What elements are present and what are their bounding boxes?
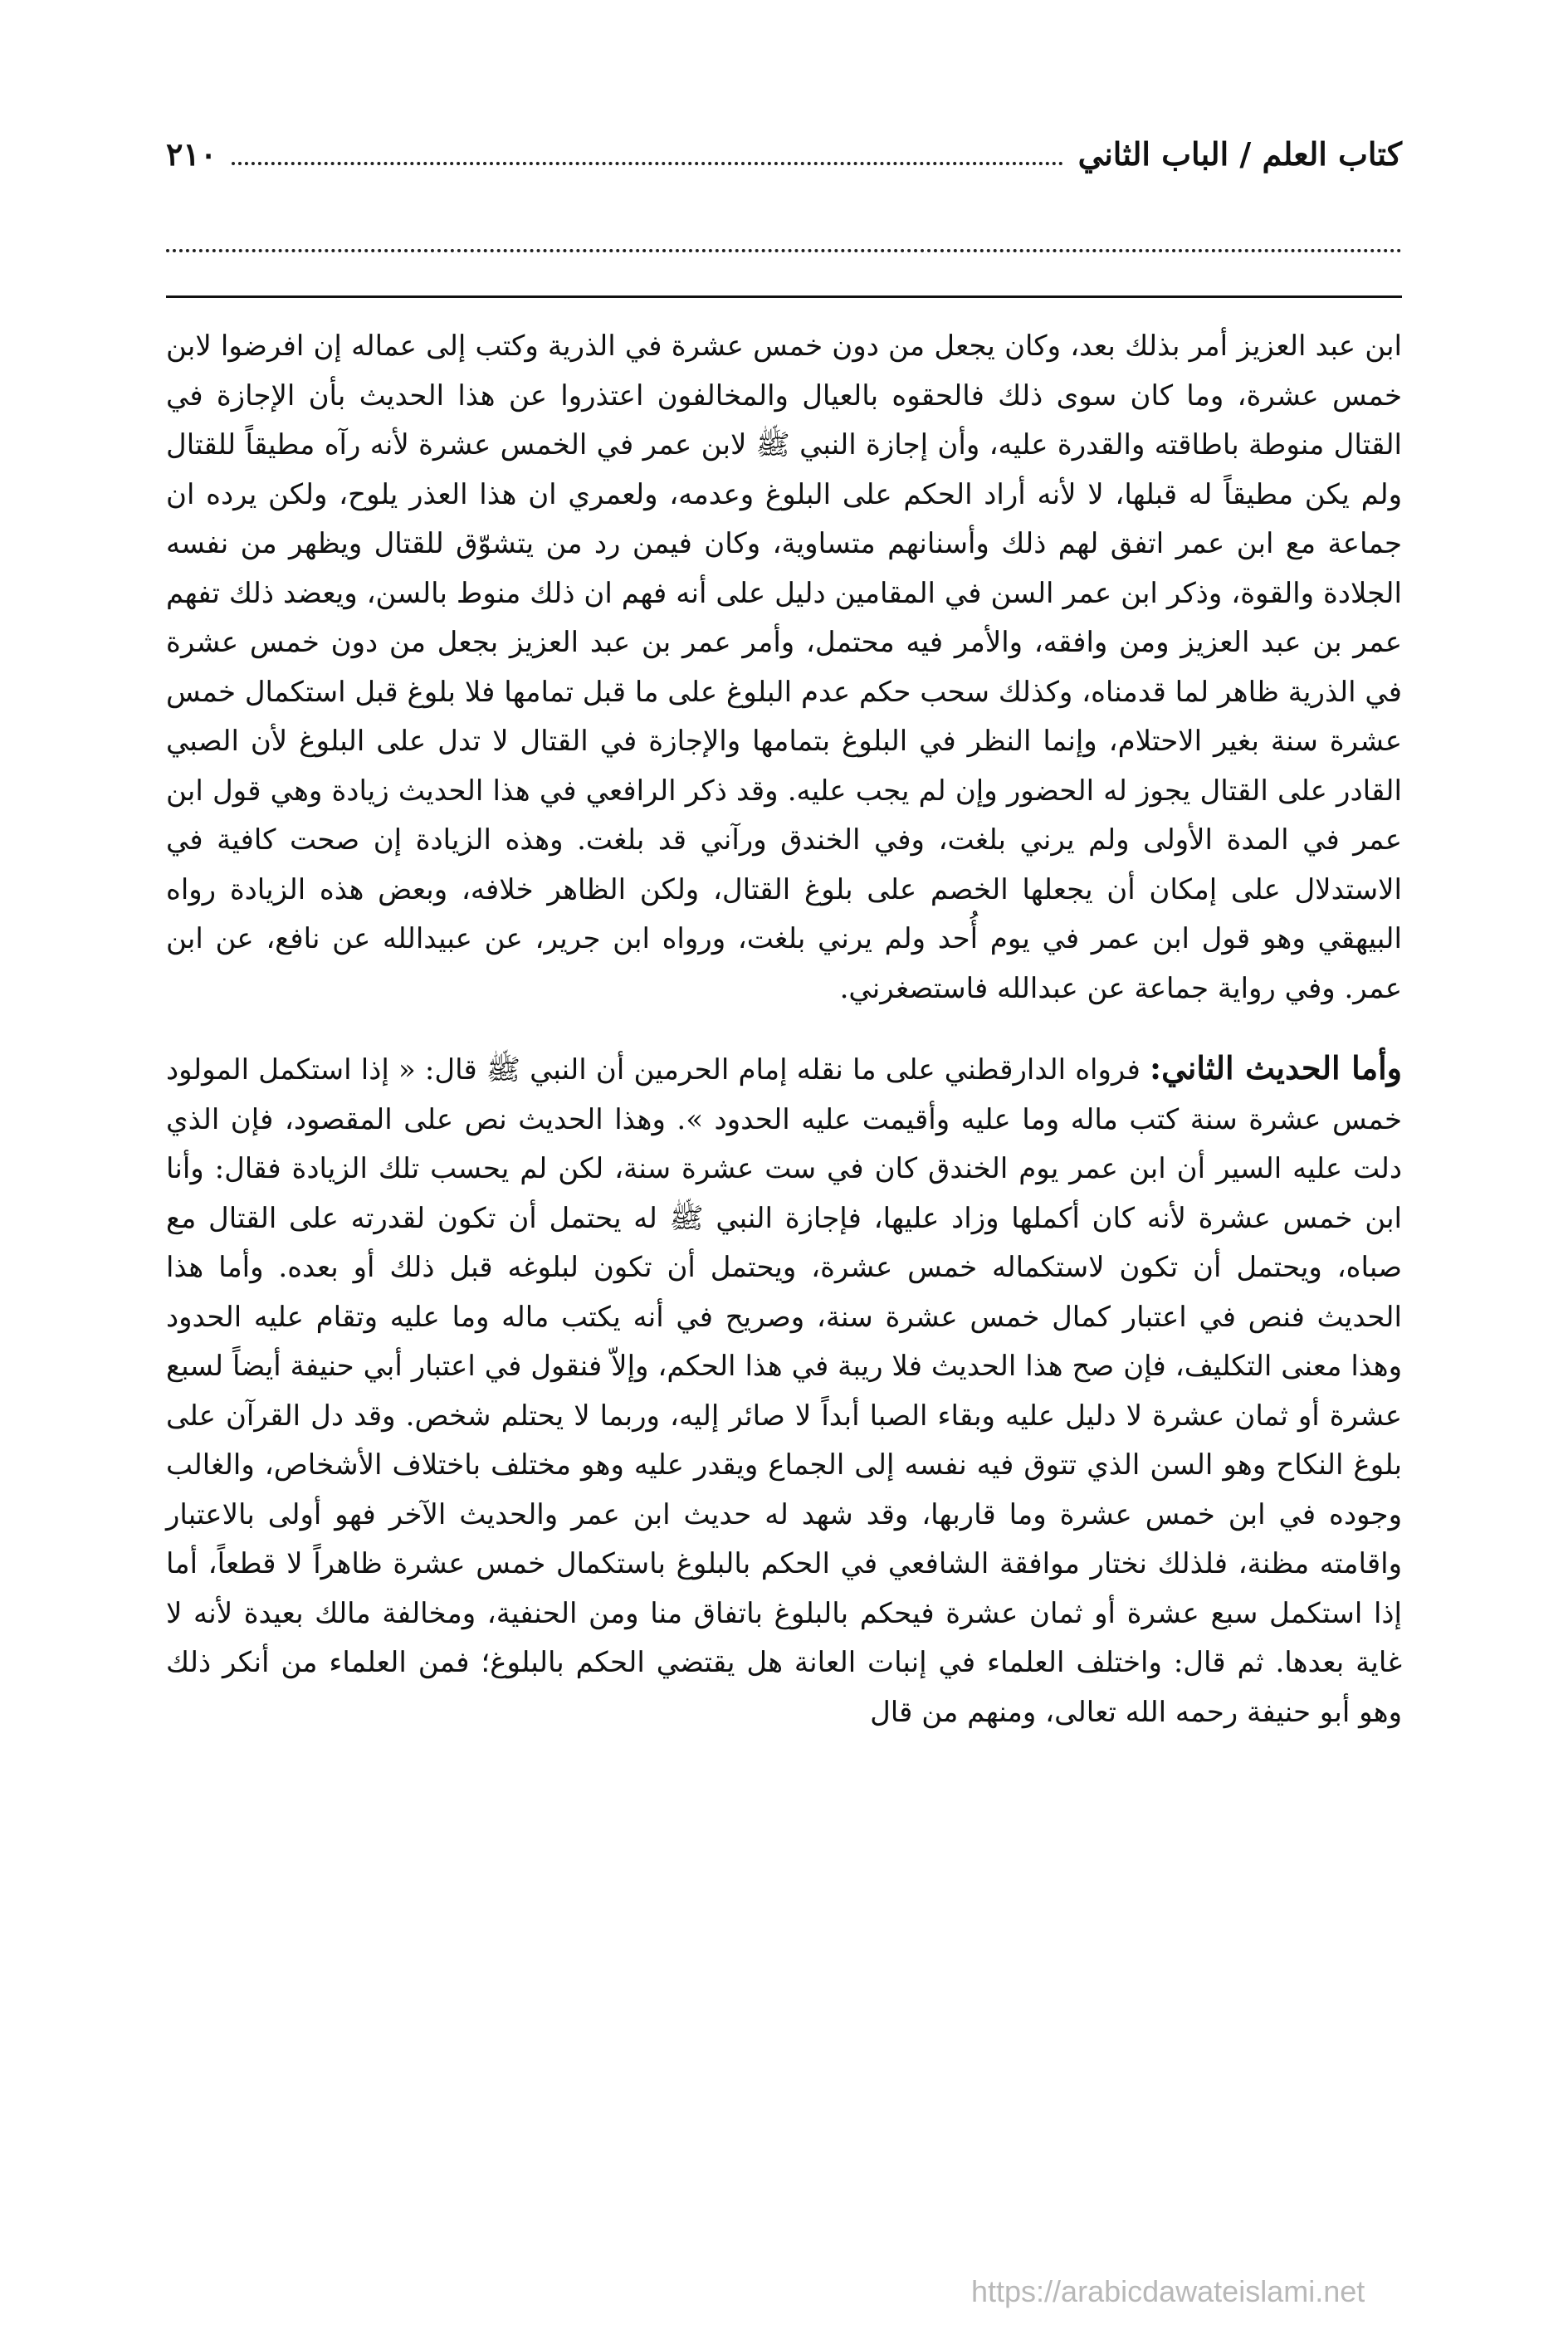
- paragraph-2: [166, 1043, 1402, 1737]
- dotted-separator: [166, 249, 1402, 252]
- header-dot-leader: [232, 162, 1062, 165]
- page-number: ٢١٠: [166, 134, 217, 173]
- page-header: [166, 125, 1402, 183]
- horizontal-rule: [166, 295, 1402, 298]
- paragraph-gap: [166, 1013, 1402, 1043]
- section-heading: وأما الحديث الثاني:: [1150, 1049, 1402, 1087]
- paragraph-2-text: فرواه الدارقطني على ما نقله إمام الحرمين أن النبي ﷺ قال: « إذا استكمل المولود خمس عشرة سنة كتب ماله وما عليه وأقيمت عليه الحدود ». وهذا الحديث نص على المقصود، فإن الذي دلت عليه السير أن ابن عمر يوم الخندق كان في ست عشرة سنة، لكن لم يحسب تلك الزيادة فقال: وأنا ابن خمس عشرة لأنه كان أكملها وزاد عليها، فإجازة النبي ﷺ له يحتمل أن تكون لقدرته على القتال مع صباه، ويحتمل أن تكون لاستكماله خمس عشرة، ويحتمل أن تكون لبلوغه قبل ذلك أو بعده. وأما هذا الحديث فنص في اعتبار كمال خمس عشرة سنة، وصريح في أنه يكتب ماله وما عليه وتقام عليه الحدود وهذا معنى التكليف، فإن صح هذا الحديث فلا ريبة في هذا الحكم، وإلاّ فنقول في اعتبار أبي حنيفة أيضاً لسبع عشرة أو ثمان عشرة لا دليل عليه وبقاء الصبا أبداً لا صائر إليه، وربما لا يحتلم شخص. وقد دل القرآن على بلوغ النكاح وهو السن الذي تتوق فيه نفسه إلى الجماع ويقدر عليه وهو مختلف باختلاف الأشخاص، والغالب وجوده في ابن خمس عشرة وما قاربها، وقد شهد له حديث ابن عمر والحديث الآخر فهو أولى بالاعتبار واقامته مظنة، فلذلك نختار موافقة الشافعي في الحكم بالبلوغ باستكمال خمس عشرة ظاهراً لا قطعاً، أما إذا استكمل سبع عشرة أو ثمان عشرة فيحكم بالبلوغ باتفاق منا ومن الحنفية، ومخالفة مالك بعيدة لأنه لا غاية بعدها. ثم قال: واختلف العلماء في إنبات العانة هل يقتضي الحكم بالبلوغ؛ فمن العلماء من أنكر ذلك وهو أبو حنيفة رحمه الله تعالى، ومنهم من قال: [166, 1053, 1402, 1729]
- paragraph-1: ابن عبد العزيز أمر بذلك بعد، وكان يجعل من دون خمس عشرة في الذرية وكتب إلى عماله إن افرضوا لابن خمس عشرة، وما كان سوى ذلك فالحقوه بالعيال والمخالفون اعتذروا عن هذا الحديث بأن الإجازة في القتال منوطة باطاقته والقدرة عليه، وأن إجازة النبي ﷺ لابن عمر في الخمس عشرة لأنه رآه مطيقاً للقتال ولم يكن مطيقاً له قبلها، لا لأنه أراد الحكم على البلوغ وعدمه، ولعمري ان هذا العذر يلوح، ولكن يرده ان جماعة مع ابن عمر اتفق لهم ذلك وأسنانهم متساوية، وكان فيمن رد من يتشوّق للقتال ويظهر من نفسه الجلادة والقوة، وذكر ابن عمر السن في المقامين دليل على أنه فهم ان ذلك منوط بالسن، ويعضد ذلك تفهم عمر بن عبد العزيز ومن وافقه، والأمر فيه محتمل، وأمر عمر بن عبد العزيز بجعل من دون خمس عشرة في الذرية ظاهر لما قدمناه، وكذلك سحب حكم عدم البلوغ على ما قبل تمامها فلا بلوغ قبل استكمال خمس عشرة سنة بغير الاحتلام، وإنما النظر في البلوغ بتمامها والإجازة في القتال لا تدل على البلوغ لأن الصبي القادر على القتال يجوز له الحضور وإن لم يجب عليه. وقد ذكر الرافعي في هذا الحديث زيادة وهي قول ابن عمر في المدة الأولى ولم يرني بلغت، وفي الخندق ورآني قد بلغت. وهذه الزيادة إن صحت كافية في الاستدلال على إمكان أن يجعلها الخصم على بلوغ القتال، ولكن الظاهر خلافه، وبعض هذه الزيادة رواه البيهقي وهو قول ابن عمر في يوم أُحد ولم يرني بلغت، ورواه ابن جرير، عن عبيدالله عن نافع، عن ابن عمر. وفي رواية جماعة عن عبدالله فاستصغرني.: [166, 330, 1403, 1005]
- running-title: كتاب العلم / الباب الثاني: [1077, 134, 1402, 173]
- watermark-url: https://arabicdawateislami.net: [971, 2274, 1365, 2308]
- main-text: [166, 322, 1402, 1737]
